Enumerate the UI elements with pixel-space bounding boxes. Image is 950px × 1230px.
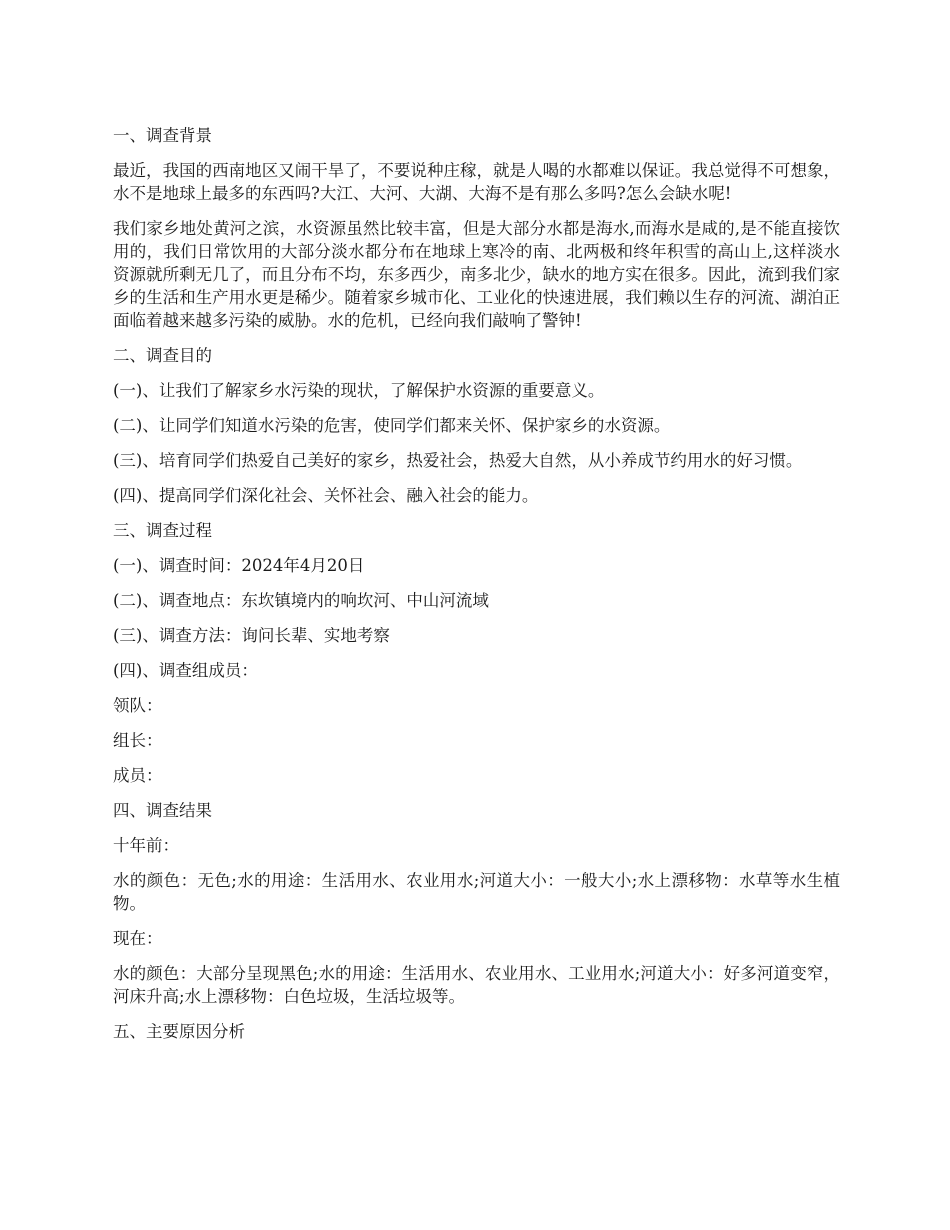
list-item: (一)、调查时间：2024年4月20日 — [113, 556, 365, 575]
list-item: (二)、让同学们知道水污染的危害，使同学们都来关怀、保护家乡的水资源。 — [113, 416, 671, 435]
document-body — [113, 124, 840, 1055]
paragraph: 我们家乡地处黄河之滨，水资源虽然比较丰富，但是大部分水都是海水,而海水是咸的,是不能直接饮用的，我们日常饮用的大部分淡水都分布在地球上寒冷的南、北两极和终年积雪的高山上,这样淡水资源就所剩无几了，而且分布不均，东多西少，南多北少，缺水的地方实在很多。因此，流到我们家乡的生活和生产用水更是稀少。随着家乡城市化、工业化的快速进展，我们赖以生存的河流、湖泊正面临着越来越多污染的威胁。水的危机，已经向我们敲响了警钟! — [113, 219, 840, 330]
paragraph: 水的颜色：无色;水的用途：生活用水、农业用水;河道大小：一般大小;水上漂移物：水草等水生植物。 — [113, 871, 840, 913]
section-heading-purpose: 二、调查目的 — [113, 346, 212, 365]
subheading-now: 现在： — [113, 929, 163, 948]
member-role-members: 成员： — [113, 766, 163, 785]
list-item: (三)、调查方法：询问长辈、实地考察 — [113, 626, 390, 645]
member-role-group-lead: 组长： — [113, 731, 163, 750]
section-heading-analysis: 五、主要原因分析 — [113, 1022, 245, 1041]
list-item: (四)、调查组成员： — [113, 661, 258, 680]
member-role-leader: 领队： — [113, 696, 163, 715]
list-item: (四)、提高同学们深化社会、关怀社会、融入社会的能力。 — [113, 486, 539, 505]
paragraph: 水的颜色：大部分呈现黑色;水的用途：生活用水、农业用水、工业用水;河道大小：好多河道变窄，河床升高;水上漂移物：白色垃圾，生活垃圾等。 — [113, 964, 840, 1006]
subheading-ten-years-ago: 十年前： — [113, 836, 179, 855]
section-heading-results: 四、调查结果 — [113, 801, 212, 820]
paragraph: 最近，我国的西南地区又闹干旱了，不要说种庄稼，就是人喝的水都难以保证。我总觉得不可想象，水不是地球上最多的东西吗?大江、大河、大湖、大海不是有那么多吗?怎么会缺水呢! — [113, 161, 840, 203]
section-heading-background: 一、调查背景 — [113, 126, 212, 145]
list-item: (一)、让我们了解家乡水污染的现状，了解保护水资源的重要意义。 — [113, 381, 605, 400]
section-heading-process: 三、调查过程 — [113, 521, 212, 540]
list-item: (二)、调查地点：东坎镇境内的响坎河、中山河流域 — [113, 591, 489, 610]
list-item: (三)、培育同学们热爱自己美好的家乡，热爱社会，热爱大自然，从小养成节约用水的好习惯。 — [113, 451, 803, 470]
